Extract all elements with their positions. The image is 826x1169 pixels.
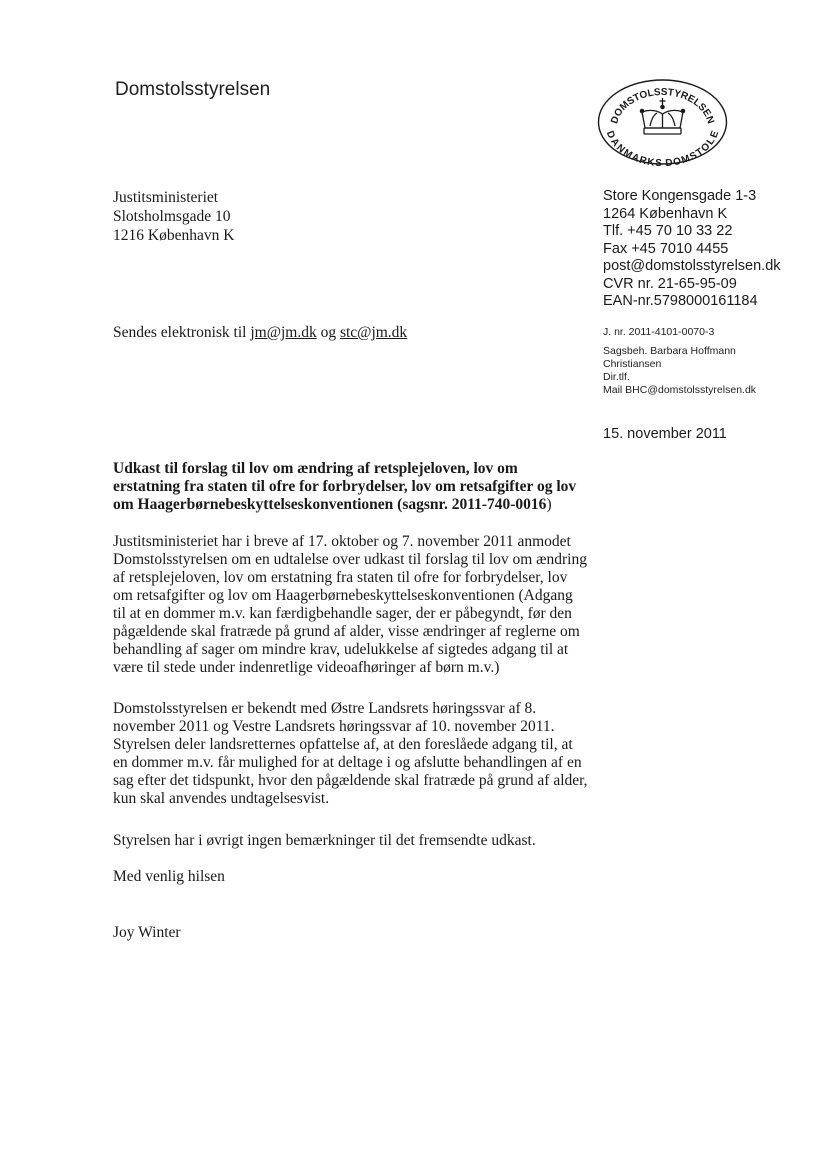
paragraph-line: Domstolsstyrelsen om en udtalelse over udkast til forslag til lov om ændring	[113, 551, 587, 568]
paragraph-line: Justitsministeriet har i breve af 17. oktober og 7. november 2011 anmodet	[113, 533, 571, 550]
paragraph-line: være til stede under indenretlige videoafhøringer af børn m.v.)	[113, 659, 500, 676]
paragraph-line: Domstolsstyrelsen er bekendt med Østre Landsrets høringssvar af 8.	[113, 700, 537, 717]
paragraph-line: kun skal anvendes undtagelsesvist.	[113, 790, 330, 807]
seal-top-text: DOMSTOLSSTYRELSEN	[609, 86, 716, 126]
sender-line: post@domstolsstyrelsen.dk	[603, 258, 781, 274]
subject-line	[113, 496, 613, 514]
recipient-line: 1216 København K	[113, 227, 235, 244]
court-seal-logo	[595, 76, 730, 166]
crown-icon	[640, 98, 684, 134]
body-paragraph-1	[113, 533, 613, 677]
email-link-stc[interactable]: stc@jm.dk	[339, 324, 408, 341]
sender-line: Tlf. +45 70 10 33 22	[603, 223, 733, 239]
case-info	[603, 326, 756, 397]
body-paragraph-2	[113, 700, 613, 808]
case-info-line: Sagsbeh. Barbara Hoffmann	[603, 345, 736, 357]
case-info-line: Mail BHC@domstolsstyrelsen.dk	[603, 384, 757, 396]
organization-name: Domstolsstyrelsen	[115, 79, 271, 100]
sent-electronically-line	[113, 324, 407, 342]
sender-line: EAN-nr.5798000161184	[603, 293, 758, 309]
paragraph-line: sag efter det tidspunkt, hvor den pågældende skal fratræde på grund af alder,	[113, 772, 588, 789]
signature-name: Joy Winter	[113, 924, 181, 941]
subject-line: erstatning fra staten til ofre for forbrydelser, lov om retsafgifter og lov	[113, 478, 577, 495]
paragraph-line: af retsplejeloven, lov om erstatning fra staten til ofre for forbrydelser, lov	[113, 569, 568, 586]
paragraph-line: om retsafgifter og lov om Haagerbørnebeskyttelseskonventionen (Adgang	[113, 587, 573, 604]
paragraph-line: en dommer m.v. får mulighed for at deltage i og afslutte behandlingen af en	[113, 754, 582, 771]
closing-greeting: Med venlig hilsen	[113, 868, 225, 885]
sender-address	[603, 188, 781, 311]
sender-line: CVR nr. 21-65-95-09	[603, 275, 737, 292]
subject-line: Udkast til forslag til lov om ændring af retsplejeloven, lov om	[113, 460, 518, 477]
subject-line-tail: )	[546, 496, 552, 513]
letter-date: 15. november 2011	[603, 426, 727, 442]
case-info-line: Dir.tlf.	[603, 371, 630, 383]
seal-bottom-text: DANMARKS DOMSTOLE	[603, 129, 722, 166]
sent-prefix: Sendes elektronisk til	[113, 324, 251, 341]
letter-subject	[113, 460, 613, 514]
paragraph-line: til at en dommer m.v. kan færdigbehandle sager, der er påbegyndt, før den	[113, 605, 572, 622]
sender-line: Store Kongensgade 1-3	[603, 188, 757, 204]
recipient-address	[113, 188, 234, 245]
sender-line: Fax +45 7010 4455	[603, 240, 729, 257]
paragraph-line: Styrelsen deler landsretternes opfattelse af, at den foreslåede adgang til, at	[113, 736, 573, 753]
case-info-line: Christiansen	[603, 358, 662, 370]
subject-line-bold: om Haagerbørnebeskyttelseskonventionen (sagsnr. 2011-740-0016	[113, 496, 547, 513]
recipient-line: Justitsministeriet	[113, 189, 219, 206]
body-paragraph-3: Styrelsen har i øvrigt ingen bemærkninger til det fremsendte udkast.	[113, 832, 536, 849]
journal-number: J. nr. 2011-4101-0070-3	[603, 326, 715, 338]
paragraph-line: pågældende skal fratræde på grund af alder, visse ændringer af reglerne om	[113, 623, 580, 640]
paragraph-line: november 2011 og Vestre Landsrets høringssvar af 10. november 2011.	[113, 718, 555, 735]
sent-connector: og	[316, 324, 340, 341]
email-link-jm[interactable]: jm@jm.dk	[250, 324, 317, 341]
recipient-line: Slotsholmsgade 10	[113, 208, 231, 225]
sender-line: 1264 København K	[603, 205, 728, 222]
paragraph-line: behandling af sager om mindre krav, udelukkelse af sigtedes adgang til at	[113, 641, 569, 658]
